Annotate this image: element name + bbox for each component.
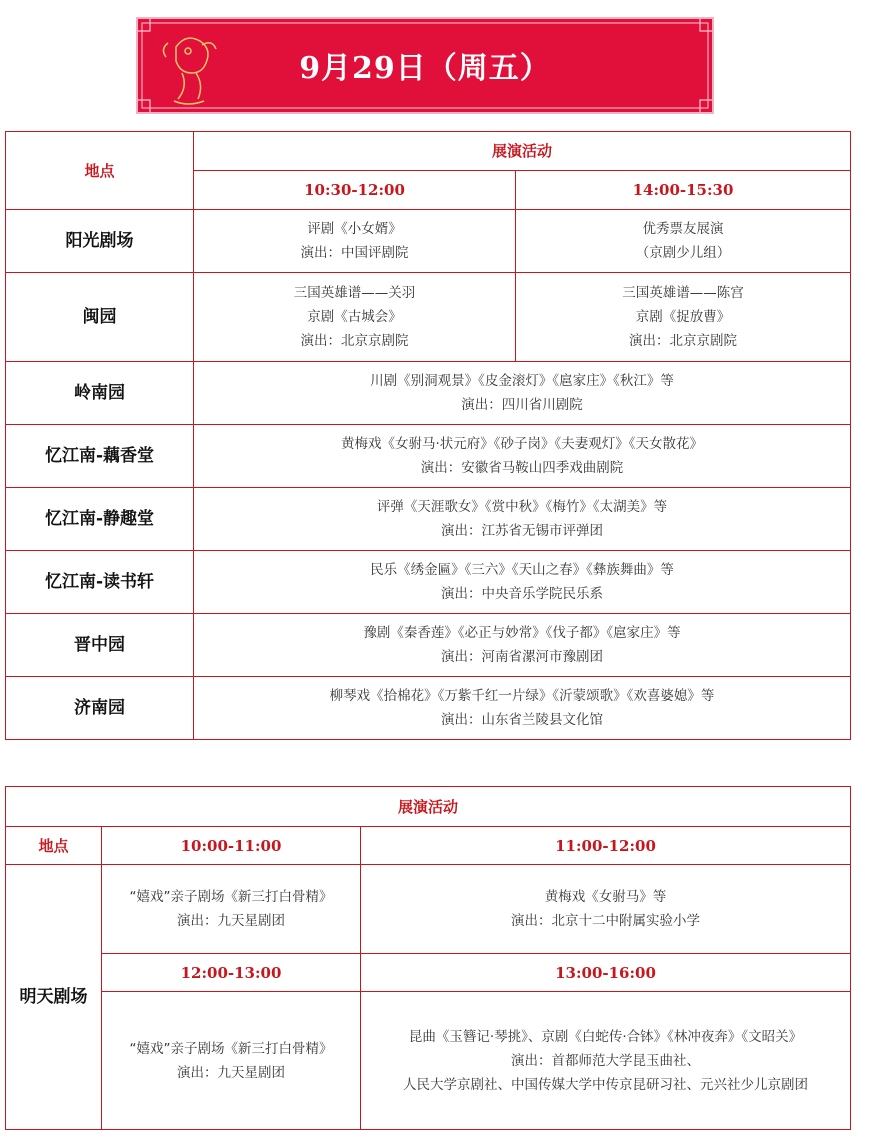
venue-header: 地点 [6, 827, 102, 865]
table-row [6, 992, 851, 1130]
program-cell: “嬉戏”亲子剧场《新三打白骨精》 演出：九天星剧团 [102, 865, 361, 954]
venue-name: 明天剧场 [6, 865, 102, 1130]
venue-name: 忆江南-藕香堂 [6, 425, 194, 488]
program-cell: 民乐《绣金匾》《三六》《天山之春》《彝族舞曲》等 演出：中央音乐学院民乐系 [194, 551, 851, 614]
date-banner [136, 17, 714, 114]
program-cell: 评剧《小女婿》 演出：中国评剧院 [194, 210, 516, 273]
venue-name: 闽园 [6, 273, 194, 362]
table-row [6, 273, 851, 362]
venue-header: 地点 [6, 132, 194, 210]
program-cell: 昆曲《玉簪记·琴挑》、京剧《白蛇传·合钵》《林冲夜奔》《文昭关》 演出：首都师范大学昆玉曲社、 人民大学京剧社、中国传媒大学中传京昆研习社、元兴社少儿京剧团 [361, 992, 851, 1130]
table-row [6, 362, 851, 425]
table-row [6, 865, 851, 954]
table-row [6, 425, 851, 488]
venue-name: 岭南园 [6, 362, 194, 425]
schedule-table-main [5, 131, 851, 740]
table-row [6, 210, 851, 273]
time-slot-1: 10:30-12:00 [194, 171, 516, 210]
page-title: 9月29日（周五） [299, 51, 551, 86]
program-cell: 川剧《别洞观景》《皮金滚灯》《扈家庄》《秋江》等 演出：四川省川剧院 [194, 362, 851, 425]
venue-name: 忆江南-静趣堂 [6, 488, 194, 551]
program-cell: 评弹《天涯歌女》《赏中秋》《梅竹》《太湖美》等 演出：江苏省无锡市评弹团 [194, 488, 851, 551]
table-row [6, 488, 851, 551]
activity-header: 展演活动 [194, 132, 851, 171]
time-slot-2: 11:00-12:00 [361, 827, 851, 865]
table-row [6, 551, 851, 614]
table-row [6, 677, 851, 740]
venue-name: 阳光剧场 [6, 210, 194, 273]
time-slot-3: 12:00-13:00 [102, 954, 361, 992]
schedule-table-mingtian [5, 786, 851, 1130]
venue-name: 济南园 [6, 677, 194, 740]
activity-header: 展演活动 [6, 787, 851, 827]
program-cell: 柳琴戏《拾棉花》《万紫千红一片绿》《沂蒙颂歌》《欢喜婆媳》等 演出：山东省兰陵县文化馆 [194, 677, 851, 740]
table-row [6, 614, 851, 677]
program-cell: “嬉戏”亲子剧场《新三打白骨精》 演出：九天星剧团 [102, 992, 361, 1130]
time-slot-4: 13:00-16:00 [361, 954, 851, 992]
venue-name: 晋中园 [6, 614, 194, 677]
program-cell: 优秀票友展演 （京剧少儿组） [516, 210, 851, 273]
time-slot-2: 14:00-15:30 [516, 171, 851, 210]
program-cell: 三国英雄谱——陈宫 京剧《捉放曹》 演出：北京京剧院 [516, 273, 851, 362]
program-cell: 黄梅戏《女驸马·状元府》《砂子岗》《夫妻观灯》《天女散花》 演出：安徽省马鞍山四季戏曲剧院 [194, 425, 851, 488]
program-cell: 豫剧《秦香莲》《必正与妙常》《伐子都》《扈家庄》等 演出：河南省漯河市豫剧团 [194, 614, 851, 677]
time-slot-1: 10:00-11:00 [102, 827, 361, 865]
program-cell: 三国英雄谱——关羽 京剧《古城会》 演出：北京京剧院 [194, 273, 516, 362]
program-cell: 黄梅戏《女驸马》等 演出：北京十二中附属实验小学 [361, 865, 851, 954]
venue-name: 忆江南-读书轩 [6, 551, 194, 614]
